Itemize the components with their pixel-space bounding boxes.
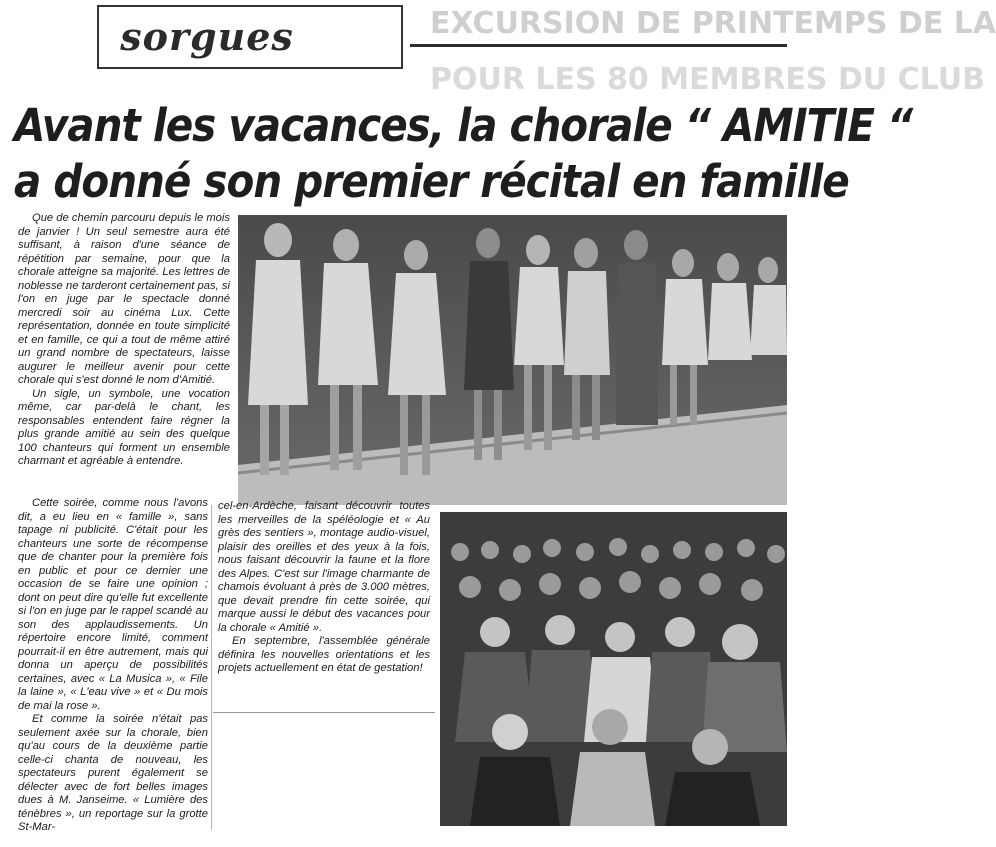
choir-photo — [238, 215, 787, 505]
article-column-2 — [218, 500, 430, 676]
paragraph: Un sigle, un symbole, une vocation même, car par-delà le chant, les responsables entendent faire régner la plus grande amitié au sein des quelque 100 chanteurs qui forment un ensemble charmant et agréable à entendre. — [18, 387, 230, 467]
paragraph: Cette soirée, comme nous l'avons dit, a eu lieu en « famille », sans tapage ni publicité. C'était pour les chanteurs une sorte de récompense que de chanter pour la première fois en public et pour ce dernier une occasion de se faire une opinion ; dont on peut dire qu'elle fut excellente si l'on en juge par le rappel scandé au son des applaudissements. Un répertoire encore limité, comment pourrait-il en être autrement, mais qui donna un aperçu de possibilités certaines, avec « La Musica », « File la laine », « L'eau vive » et « Du mois de mai la rose ». — [18, 497, 208, 712]
audience-photo-icon — [440, 512, 787, 826]
paragraph: cel-en-Ardèche, faisant découvrir toutes les merveilles de la spéléologie et « Au grès des sentiers », montage audio-visuel, plaisir des oreilles et des yeux à la fois, nous faisant découvrir la faune et la flore des Alpes. C'est sur l'image charmante de chamois évoluant à près de 3.000 mètres, que devait prendre fin cette soirée, qui marque aussi le début des vacances pour la chorale « Amitié ». — [218, 500, 430, 634]
section-rule — [410, 44, 787, 47]
paragraph: Que de chemin parcouru depuis le mois de janvier ! Un seul semestre aura été suffisant, à raison d'une séance de répétition par semaine, pour que la chorale atteigne sa majorité. Les lettres de noblesse ne tarderont certainement pas, si l'on en juge par le spectacle donné mercredi soir au cinéma Lux. Cette représentation, donnée en toute simplicité et en famille, ce qui a tout de même attiré un grand nombre de spectateurs, laisse augurer le meilleur avenir pour cette chorale qui s'est donné le nom d'Amitié. — [18, 212, 230, 386]
column-divider — [211, 505, 212, 830]
ghost-headline-1: EXCURSION DE PRINTEMPS DE LA — [430, 6, 996, 41]
paragraph: Et comme la soirée n'était pas seulement axée sur la chorale, bien qu'au cours de la deuxième partie celle-ci chanta de nouveau, les spectateurs purent également se délecter avec de fort belles images dues à M. Janseime. « Lumière des ténèbres », un reportage sur la grotte St-Mar- — [18, 713, 208, 833]
article-column-1 — [18, 212, 230, 469]
headline-line-1: Avant les vacances, la chorale “ AMITIE “ — [14, 99, 913, 152]
article-column-1-lower — [18, 497, 208, 835]
section-label: sorgues — [120, 14, 294, 59]
choir-photo-icon — [238, 215, 787, 505]
ghost-headline-2: POUR LES 80 MEMBRES DU CLUB — [430, 62, 985, 97]
audience-photo — [440, 512, 787, 826]
paragraph: En septembre, l'assemblée générale définira les nouvelles orientations et les projets actuellement en état de gestation! — [218, 635, 430, 674]
headline-line-2: a donné son premier récital en famille — [14, 155, 849, 208]
column-end-rule — [213, 712, 435, 713]
